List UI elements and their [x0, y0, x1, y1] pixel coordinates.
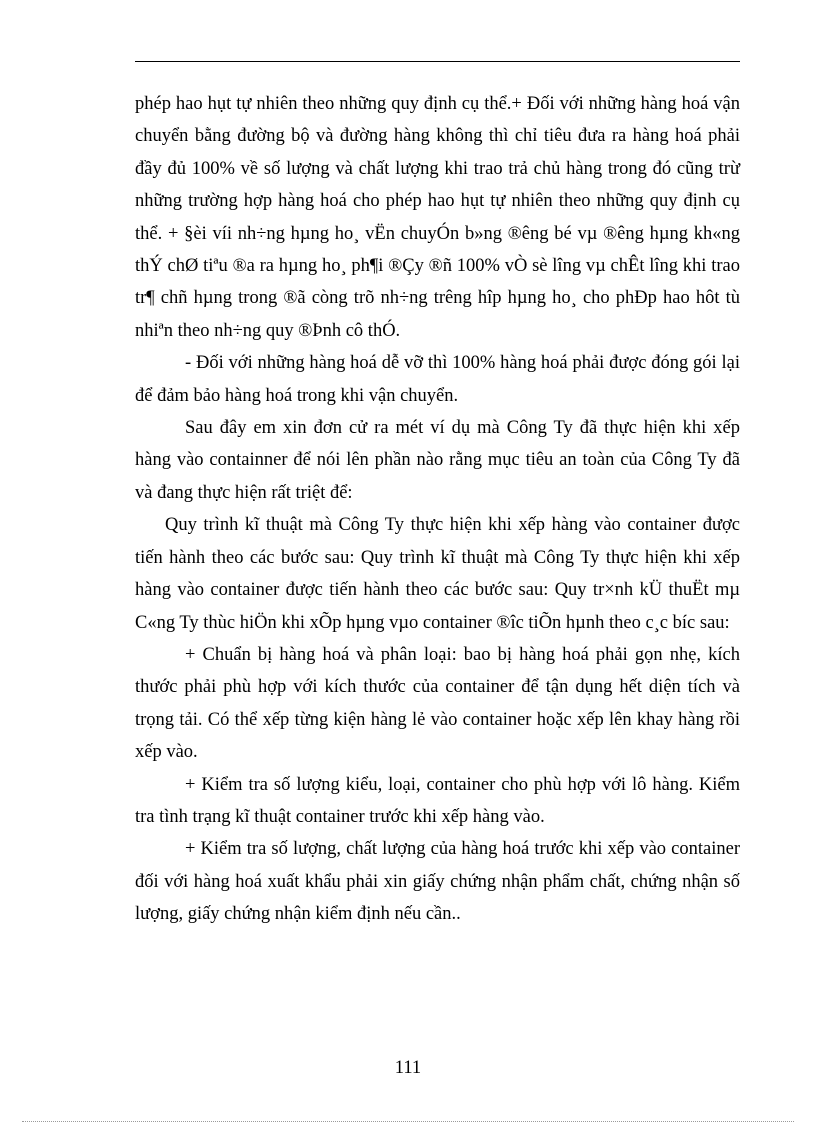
paragraph-7: + Kiểm tra số lượng, chất lượng của hàng hoá trước khi xếp vào container đối với hàng hoá xuất khẩu phải xin giấy chứng nhận phẩm chất, chứng nhận số lượng, giấy chứng nhận kiểm định nếu cần.. — [135, 839, 740, 925]
paragraph-1: phép hao hụt tự nhiên theo những quy định cụ thể.+ Đối với những hàng hoá vận chuyển bằng đường bộ và đường hàng không thì chỉ tiêu đưa ra hàng hoá phải đầy đủ 100% về số lượng và chất lượng khi trao trả chủ hàng trong đó cũng trừ những trường hợp hàng hoá cho phép hao hụt tự nhiên theo những quy định cụ thể. + §èi víi nh÷ng hµng ho¸ vËn chuyÓn b»ng ®êng bé vµ ®êng hµng kh«ng thÝ chØ tiªu ®a ra hµng ho¸ ph¶i ®Çy ®ñ 100% vÒ sè lîng vµ chÊt lîng khi trao tr¶ chñ hµng trong ®ã còng trõ nh÷ng trêng hîp hµng ho¸ cho phÐp hao hôt tù nhiªn theo nh÷ng quy ®Þnh cô thÓ. — [135, 94, 740, 341]
paragraph-4: Quy trình kĩ thuật mà Công Ty thực hiện khi xếp hàng vào container được tiến hành theo các bước sau: Quy trình kĩ thuật mà Công Ty thực hiện khi xếp hàng vào container được tiến hành theo các bước sau: Quy tr×nh kÜ thuËt mµ C«ng Ty thùc hiÖn khi xÕp hµng vµo container ®îc tiÕn hµnh theo c¸c bíc sau: — [135, 515, 740, 633]
paragraph-5: + Chuẩn bị hàng hoá và phân loại: bao bị hàng hoá phải gọn nhẹ, kích thước phải phù hợp với kích thước của container để tận dụng hết diện tích và trọng tải. Có thể xếp từng kiện hàng lẻ vào container hoặc xếp lên khay hàng rồi xếp vào. — [135, 644, 740, 763]
paragraph-3: Sau đây em xin đơn cử ra mét ví dụ mà Công Ty đã thực hiện khi xếp hàng vào containner để nói lên phần nào rằng mục tiêu an toàn của Công Ty đã và đang thực hiện rất triệt để: — [135, 418, 740, 503]
footer-rule — [22, 1121, 794, 1122]
paragraph-6: + Kiểm tra số lượng kiểu, loại, container cho phù hợp với lô hàng. Kiểm tra tình trạng kĩ thuật container trước khi xếp hàng vào. — [135, 774, 740, 827]
header-rule — [135, 61, 740, 62]
document-body — [135, 88, 740, 931]
paragraph-2: - Đối với những hàng hoá dễ vỡ thì 100% hàng hoá phải được đóng gói lại để đảm bảo hàng hoá trong khi vận chuyển. — [135, 353, 740, 406]
page-number: 111 — [394, 1058, 422, 1078]
